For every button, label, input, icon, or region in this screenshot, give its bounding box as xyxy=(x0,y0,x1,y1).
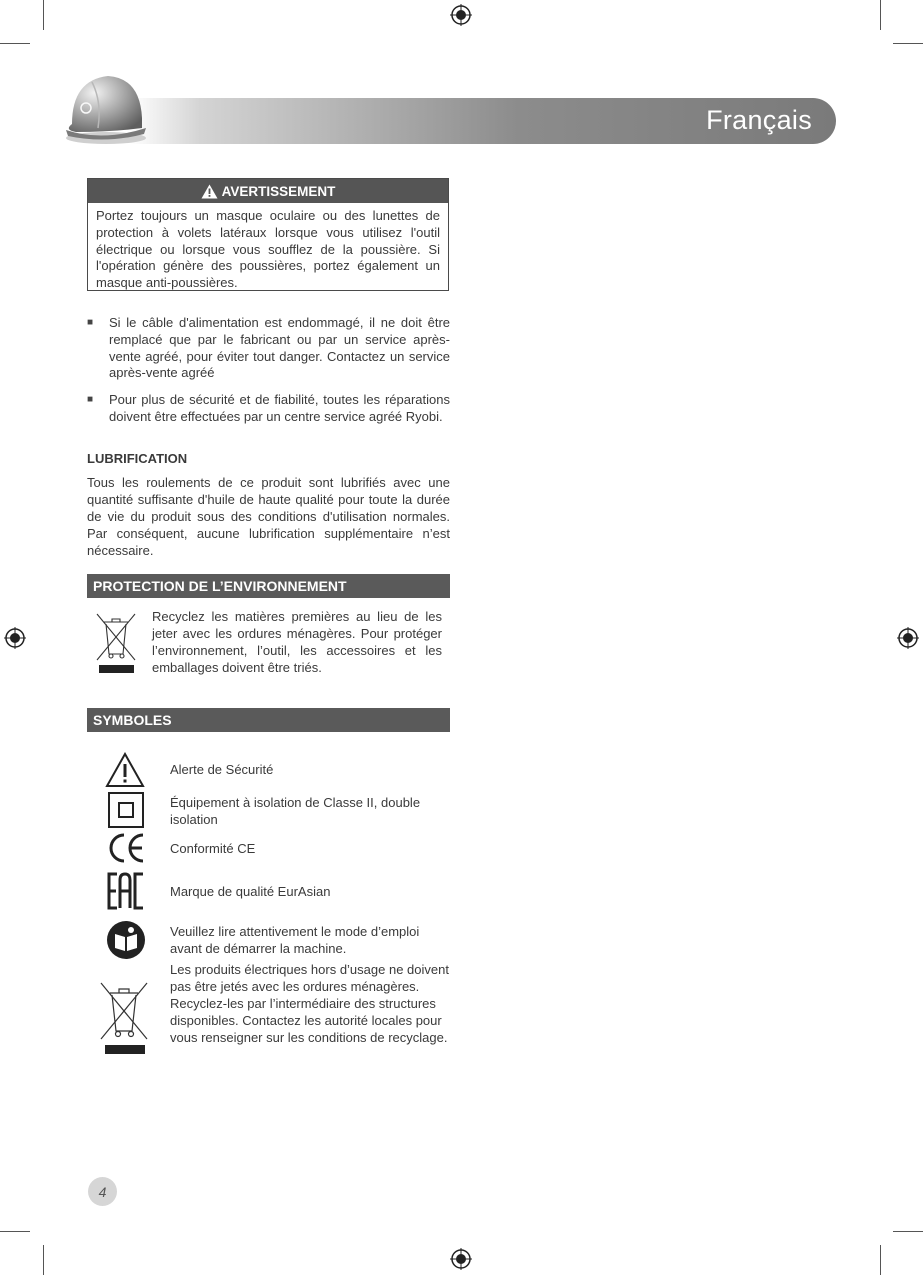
weee-bin-icon xyxy=(95,610,137,674)
crop-mark xyxy=(43,0,44,30)
lubrication-heading: LUBRIFICATION xyxy=(87,451,188,466)
helmet-icon xyxy=(62,72,150,146)
registration-mark-icon xyxy=(4,627,26,649)
registration-mark-icon xyxy=(450,4,472,26)
environment-text: Recyclez les matières premières au lieu de les jeter avec les ordures ménagères. Pour protéger l’environnement, l’outil, les accessoires et les emballages doivent être triés. xyxy=(152,609,442,675)
crop-mark xyxy=(880,1245,881,1275)
symbol-text: Veuillez lire attentivement le mode d’emploi avant de démarrer la machine. xyxy=(170,924,420,956)
bullet-list xyxy=(87,315,450,436)
warning-triangle-icon xyxy=(201,184,218,199)
warning-title: AVERTISSEMENT xyxy=(221,183,336,199)
environment-heading: PROTECTION DE L’ENVIRONNEMENT xyxy=(87,574,450,598)
crop-mark xyxy=(43,1245,44,1275)
weee-bin-icon xyxy=(99,979,149,1055)
registration-mark-icon xyxy=(897,627,919,649)
lubrication-text: Tous les roulements de ce produit sont lubrifiés avec une quantité suffisante d'huile de haute qualité pour toute la durée de vie du produit sous des conditions d'utilisation normales. Par conséquent, aucune lubrification supplémentaire n’est nécessaire. xyxy=(87,475,450,558)
eac-mark-icon xyxy=(107,872,145,910)
header-bar xyxy=(130,98,836,144)
symbol-text: Conformité CE xyxy=(170,841,256,856)
symbol-text: Équipement à isolation de Classe II, double isolation xyxy=(170,795,421,827)
crop-mark xyxy=(0,1231,30,1232)
safety-alert-icon xyxy=(105,752,145,788)
class-ii-icon xyxy=(108,792,144,828)
bullet-text: Si le câble d'alimentation est endommagé, il ne doit être remplacé que par le fabricant ou par un service après-vente agréé, pour éviter tout danger. Contactez un service après-vente agréé xyxy=(109,315,450,381)
crop-mark xyxy=(893,1231,923,1232)
ce-mark-icon xyxy=(107,832,147,864)
symbols-heading: SYMBOLES xyxy=(87,708,450,732)
read-manual-icon xyxy=(106,920,146,960)
list-item xyxy=(87,315,450,382)
list-item xyxy=(87,392,450,426)
bullet-mark: ■ xyxy=(87,317,94,328)
symbol-text: Alerte de Sécurité xyxy=(170,762,274,777)
bullet-text: Pour plus de sécurité et de fiabilité, toutes les réparations doivent être effectuées par un centre service agréé Ryobi. xyxy=(109,392,450,424)
warning-text: Portez toujours un masque oculaire ou des lunettes de protection à volets latéraux lorsque vous utilisez l'outil électrique ou lorsque vous soufflez de la poussière. Si l'opération génère des poussières, portez également un masque anti-poussières. xyxy=(96,208,440,291)
crop-mark xyxy=(0,43,30,44)
symbol-text: Marque de qualité EurAsian xyxy=(170,884,331,899)
page-number: 4 xyxy=(88,1177,117,1206)
warning-box xyxy=(87,178,449,291)
crop-mark xyxy=(880,0,881,30)
warning-header xyxy=(88,179,448,203)
language-title: Français xyxy=(706,105,812,135)
symbol-text: Les produits électriques hors d’usage ne doivent pas être jetés avec les ordures ménagères. Recyclez-les par l’intermédiaire des structures disponibles. Contactez les autorité locales pour vous renseigner sur les conditions de recyclage. xyxy=(170,962,449,1045)
bullet-mark: ■ xyxy=(87,394,94,406)
crop-mark xyxy=(893,43,923,44)
registration-mark-icon xyxy=(450,1248,472,1270)
